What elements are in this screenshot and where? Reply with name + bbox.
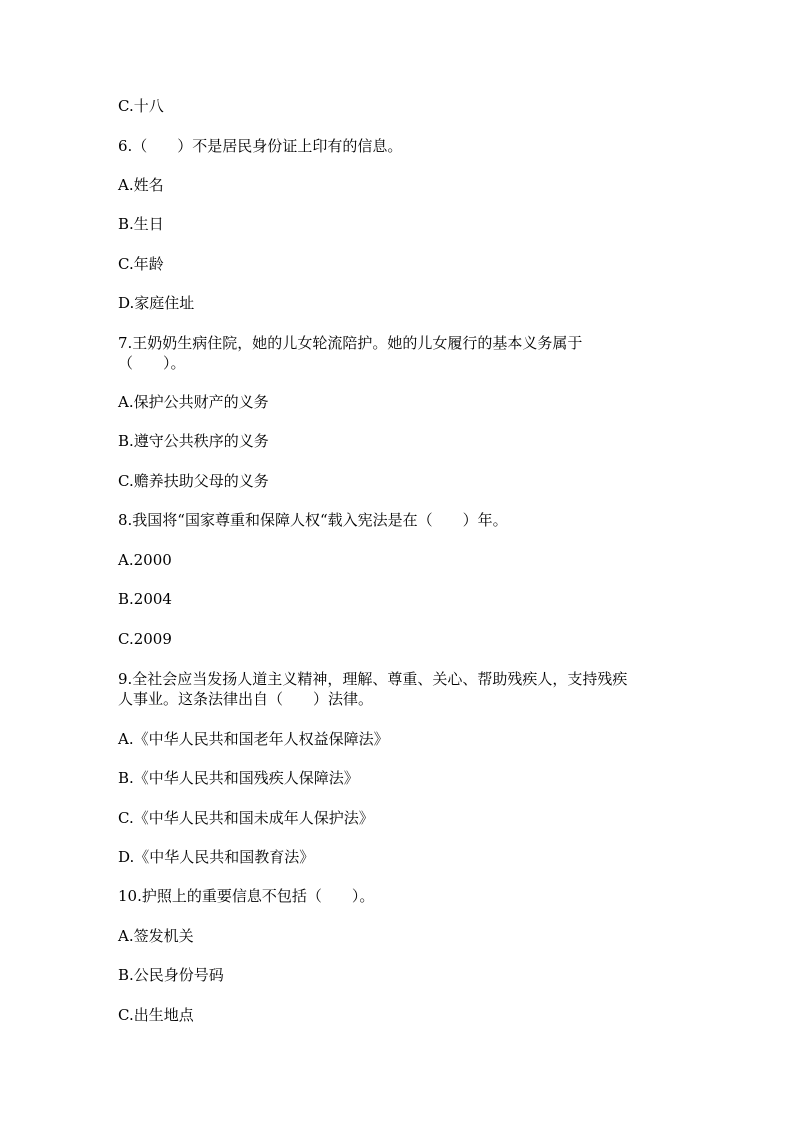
q7-question-line1: 7.王奶奶生病住院，她的儿女轮流陪护。她的儿女履行的基本义务属于 [118, 334, 583, 352]
q6-option-d: D.家庭住址 [118, 294, 195, 312]
q9-option-d: D.《中华人民共和国教育法》 [118, 848, 315, 866]
q6-option-c: C.年龄 [118, 255, 164, 273]
q9-question-line1: 9.全社会应当发扬人道主义精神，理解、尊重、关心、帮助残疾人，支持残疾 [118, 670, 628, 688]
q9-option-b: B.《中华人民共和国残疾人保障法》 [118, 769, 359, 787]
q7-option-a: A.保护公共财产的义务 [118, 393, 269, 411]
q9-option-c: C.《中华人民共和国未成年人保护法》 [118, 809, 374, 827]
q6-option-a: A.姓名 [118, 176, 164, 194]
q8-option-b: B.2004 [118, 590, 172, 608]
q8-option-a: A.2000 [118, 551, 172, 569]
q8-question: 8.我国将“国家尊重和保障人权“载入宪法是在（ ）年。 [118, 511, 508, 529]
q6-question: 6.（ ）不是居民身份证上印有的信息。 [118, 137, 403, 155]
q7-option-c: C.赡养扶助父母的义务 [118, 472, 269, 490]
q7-question-line2: （ ）。 [118, 354, 186, 372]
q8-option-c: C.2009 [118, 630, 172, 648]
q10-option-a: A.签发机关 [118, 927, 194, 945]
q10-option-c: C.出生地点 [118, 1006, 194, 1024]
q7-option-b: B.遵守公共秩序的义务 [118, 432, 269, 450]
q6-option-b: B.生日 [118, 215, 164, 233]
q10-option-b: B.公民身份号码 [118, 966, 224, 984]
q10-question: 10.护照上的重要信息不包括（ ）。 [118, 887, 375, 905]
q9-option-a: A.《中华人民共和国老年人权益保障法》 [118, 730, 389, 748]
q5-option-c: C.十八 [118, 97, 164, 115]
q9-question-line2: 人事业。这条法律出自（ ）法律。 [118, 690, 374, 708]
